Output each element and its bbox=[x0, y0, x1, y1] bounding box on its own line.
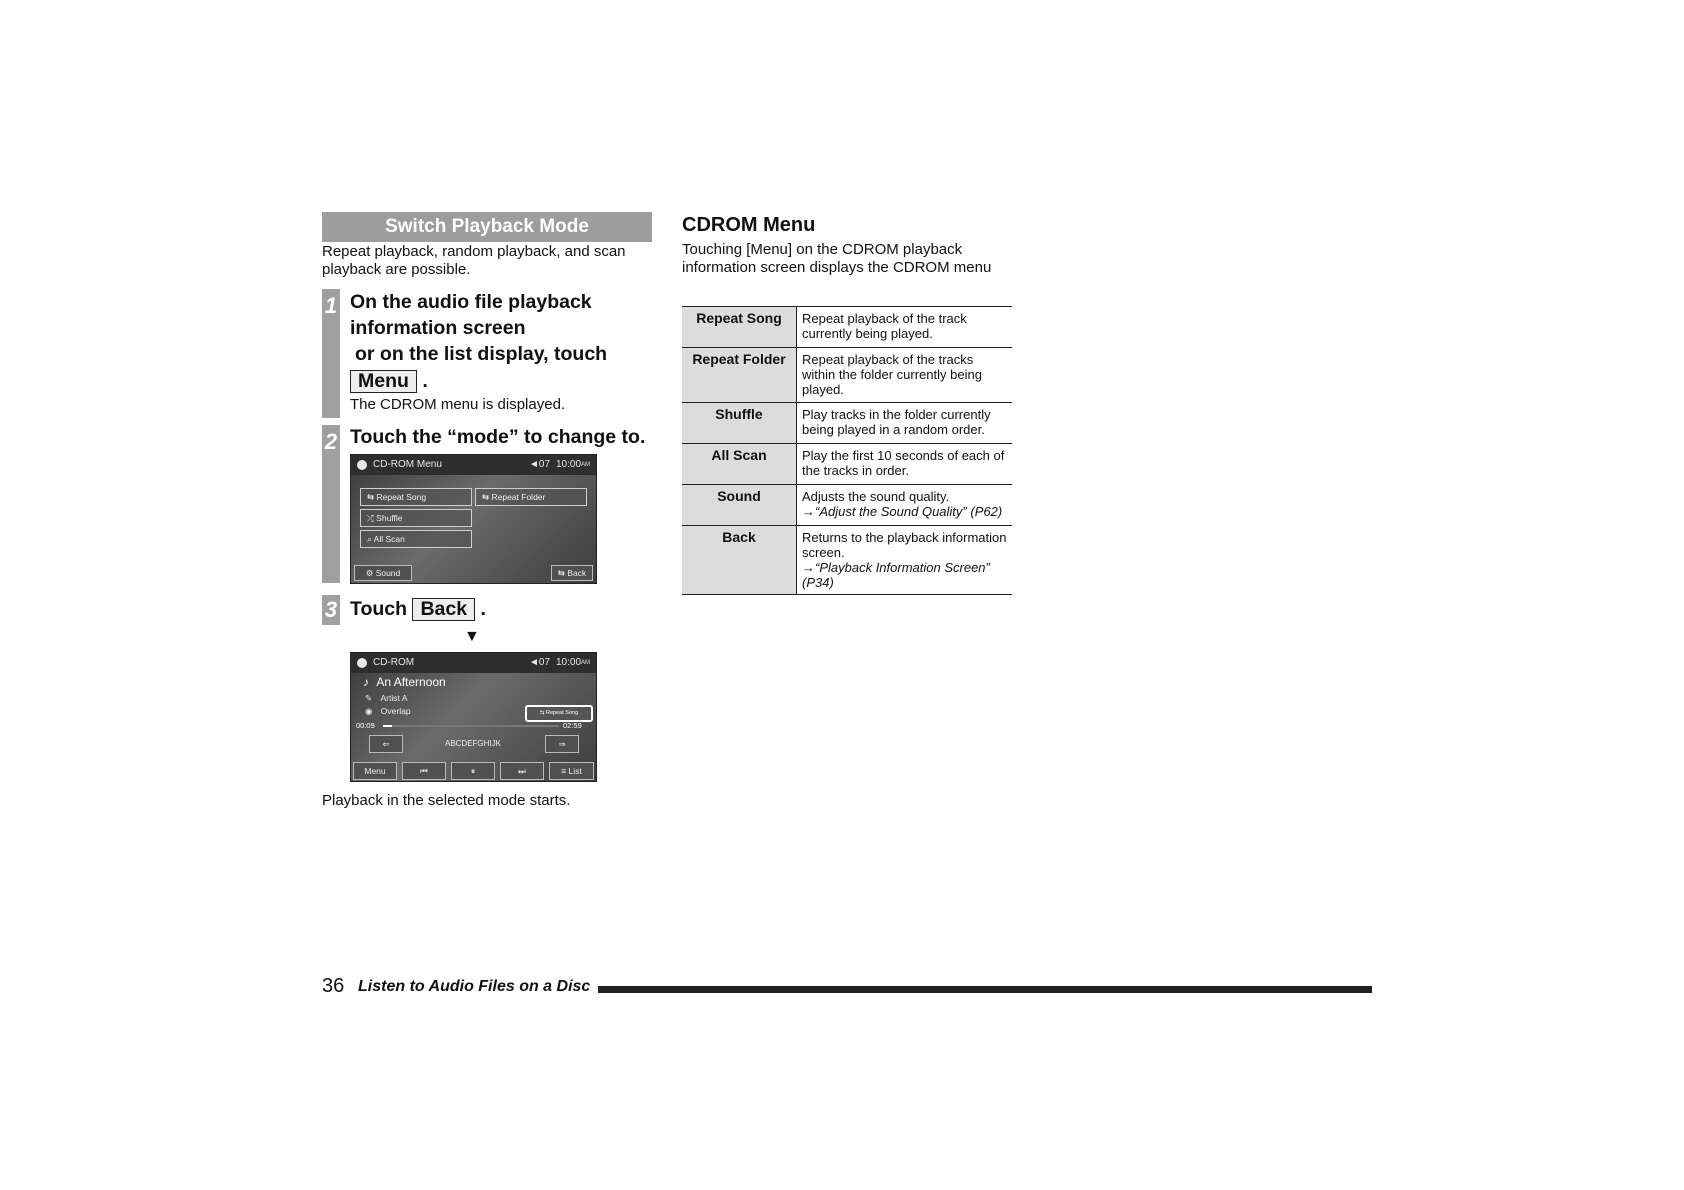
repeat-song-badge: ⇆ Repeat Song bbox=[525, 705, 593, 722]
volume-indicator: ◄07 bbox=[529, 657, 551, 668]
cdrom-playback-screen bbox=[350, 652, 597, 782]
folder-prev-button[interactable]: ⇐ bbox=[369, 735, 403, 753]
album-row bbox=[365, 706, 411, 717]
row-reference: →“Playback Information Screen” (P34) bbox=[802, 560, 990, 590]
artist-row bbox=[365, 693, 407, 704]
repeat-folder-button[interactable]: ⇆ Repeat Folder bbox=[475, 488, 587, 506]
screen-title: CD-ROM Menu bbox=[373, 459, 442, 470]
step-1 bbox=[350, 289, 670, 413]
sound-button[interactable]: ⚙ Sound bbox=[354, 565, 412, 581]
row-key: Repeat Folder bbox=[682, 348, 797, 403]
row-desc: Play tracks in the folder currently being played in a random order. bbox=[797, 403, 1013, 444]
total-time: 02:59 bbox=[563, 721, 582, 730]
cdrom-menu-screen bbox=[350, 454, 597, 584]
menu-button[interactable]: Menu bbox=[353, 762, 397, 780]
row-desc: Adjusts the sound quality. bbox=[802, 489, 950, 504]
row-desc: Repeat playback of the tracks within the folder currently being played. bbox=[797, 348, 1013, 403]
all-scan-button[interactable]: ⌕ All Scan bbox=[360, 530, 472, 548]
step-1-bar bbox=[322, 289, 340, 418]
section-intro: Repeat playback, random playback, and scan playback are possible. bbox=[322, 243, 626, 278]
row-desc: Play the first 10 seconds of each of the tracks in order. bbox=[797, 444, 1013, 485]
table-row bbox=[682, 444, 1012, 485]
pause-button[interactable]: ⏸ bbox=[451, 762, 495, 780]
step-2-title: Touch the “mode” to change to. bbox=[350, 426, 646, 448]
row-desc: Repeat playback of the track currently being played. bbox=[797, 307, 1013, 348]
step-1-title-line3: or on the list display, touch bbox=[355, 343, 608, 365]
progress-fill bbox=[383, 725, 392, 727]
result-text: Playback in the selected mode starts. bbox=[322, 792, 571, 809]
footer-rule bbox=[598, 986, 1372, 993]
screen-status-bar bbox=[351, 455, 596, 475]
row-reference: →“Adjust the Sound Quality” (P62) bbox=[802, 504, 1003, 519]
repeat-song-button[interactable]: ⇆ Repeat Song bbox=[360, 488, 472, 506]
volume-indicator: ◄07 bbox=[529, 459, 551, 470]
table-row bbox=[682, 348, 1012, 403]
step-2-number: 2 bbox=[324, 429, 338, 454]
back-button[interactable]: ⇆ Back bbox=[551, 565, 593, 581]
down-arrow-icon: ▼ bbox=[464, 628, 480, 645]
step-3-bar bbox=[322, 595, 340, 625]
next-track-button[interactable]: ⏭ bbox=[500, 762, 544, 780]
artist-icon: ✎ bbox=[365, 693, 373, 703]
folder-next-button[interactable]: ⇒ bbox=[545, 735, 579, 753]
table-row bbox=[682, 526, 1012, 595]
menu-button-label: Menu bbox=[350, 370, 417, 393]
shuffle-button[interactable]: ⤮ Shuffle bbox=[360, 509, 472, 527]
screen-title: CD-ROM bbox=[373, 657, 415, 668]
row-cell bbox=[797, 485, 1013, 526]
progress-bar[interactable] bbox=[383, 725, 559, 727]
step-2-bar bbox=[322, 425, 340, 583]
step-1-title-line1: On the audio file playback bbox=[350, 291, 592, 313]
footer-title: Listen to Audio Files on a Disc bbox=[358, 978, 591, 995]
table-row bbox=[682, 403, 1012, 444]
step-3-title bbox=[350, 596, 486, 622]
table-row bbox=[682, 485, 1012, 526]
row-cell bbox=[797, 526, 1013, 595]
cdrom-menu-intro: Touching [Menu] on the CDROM playback information screen displays the CDROM menu bbox=[682, 241, 992, 276]
row-key: All Scan bbox=[682, 444, 797, 485]
clock: 10:00 bbox=[556, 459, 582, 470]
track-row bbox=[363, 675, 446, 689]
step-3-text: Touch bbox=[350, 598, 408, 620]
step-3-period: . bbox=[480, 598, 486, 620]
screen-status-bar bbox=[351, 653, 596, 673]
row-key: Shuffle bbox=[682, 403, 797, 444]
table-row bbox=[682, 307, 1012, 348]
cdrom-menu-title: CDROM Menu bbox=[682, 214, 816, 236]
album-name: Overlap bbox=[380, 706, 411, 716]
music-note-icon: ♪ bbox=[363, 675, 369, 689]
page-number: 36 bbox=[322, 975, 345, 997]
album-icon: ◉ bbox=[365, 706, 373, 716]
clock: 10:00 bbox=[556, 657, 582, 668]
list-button[interactable]: ≡ List bbox=[549, 762, 594, 780]
back-button-label: Back bbox=[412, 598, 475, 621]
disc-icon bbox=[357, 658, 367, 668]
cdrom-menu-table bbox=[682, 306, 1012, 595]
row-key: Sound bbox=[682, 485, 797, 526]
clock-ampm: AM bbox=[581, 660, 590, 666]
step-3-number: 3 bbox=[324, 597, 338, 622]
elapsed-time: 00:09 bbox=[356, 721, 375, 730]
section-header: Switch Playback Mode bbox=[322, 212, 652, 242]
step-1-number: 1 bbox=[324, 293, 338, 318]
clock-ampm: AM bbox=[581, 462, 590, 468]
disc-icon bbox=[357, 460, 367, 470]
track-title: An Afternoon bbox=[376, 675, 446, 689]
step-1-period: . bbox=[422, 370, 428, 392]
folder-name: ABCDEFGHIJK bbox=[444, 739, 501, 748]
artist-name: Artist A bbox=[380, 693, 408, 703]
row-desc: Returns to the playback information screen. bbox=[802, 530, 1007, 560]
step-1-title-line2: information screen bbox=[350, 317, 526, 339]
row-key: Back bbox=[682, 526, 797, 595]
step-1-note: The CDROM menu is displayed. bbox=[350, 396, 566, 413]
previous-track-button[interactable]: ⏮ bbox=[402, 762, 446, 780]
row-key: Repeat Song bbox=[682, 307, 797, 348]
